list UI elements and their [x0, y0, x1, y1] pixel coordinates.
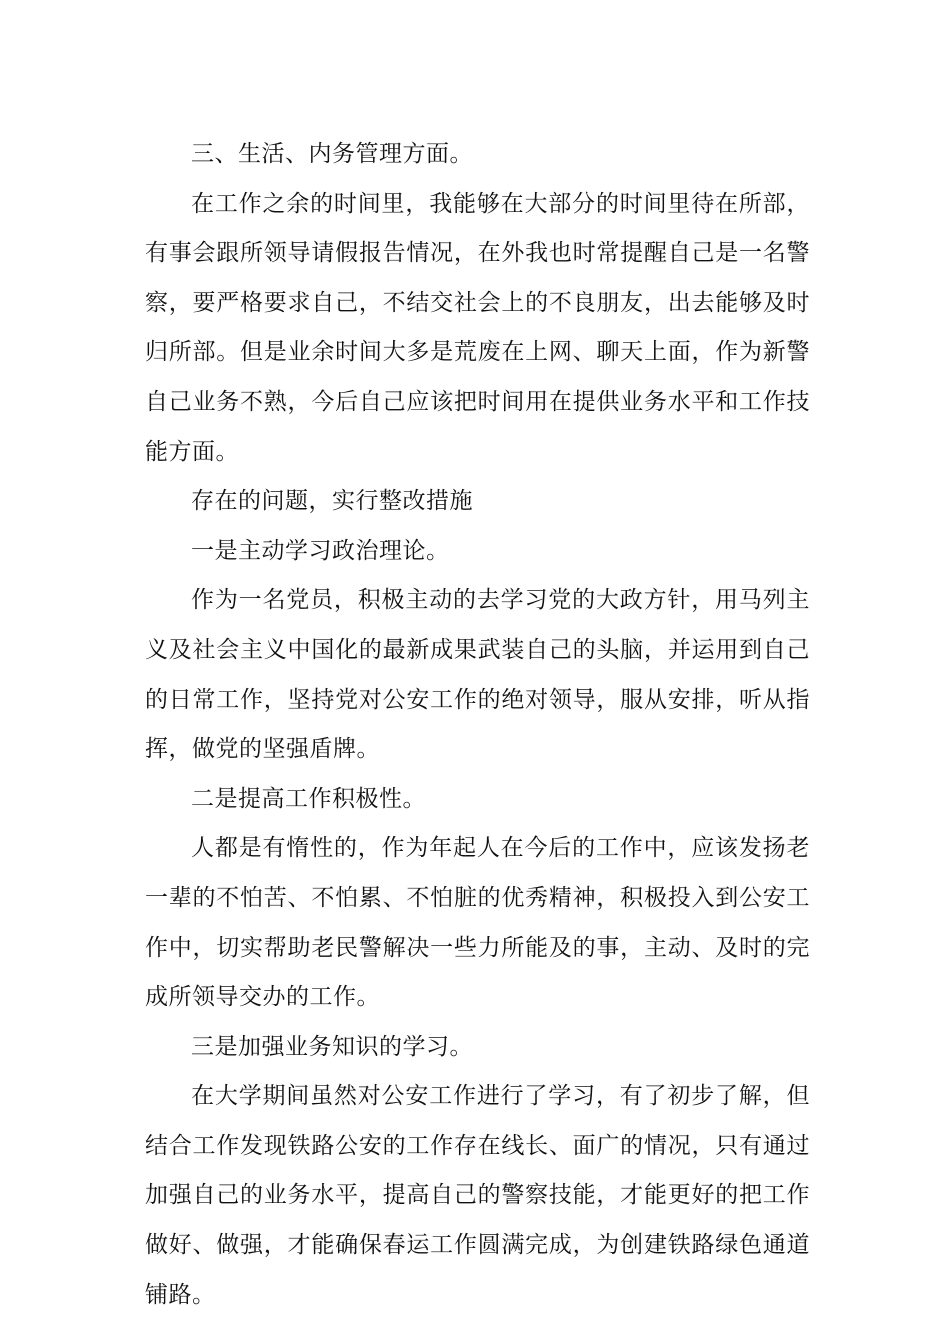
- paragraph-spare-time: 在工作之余的时间里，我能够在大部分的时间里待在所部，有事会跟所领导请假报告情况，在外我也时常提醒自己是一名警察，要严格要求自己，不结交社会上的不良朋友，出去能够及时归所部。但是业余时间大多是荒废在上网、聊天上面，作为新警自己业务不熟，今后自己应该把时间用在提供业务水平和工作技能方面。: [145, 190, 810, 465]
- measure-heading-business-knowledge: 三是加强业务知识的学习。: [191, 1033, 473, 1060]
- measure-heading-political-theory: 一是主动学习政治理论。: [191, 537, 450, 564]
- paragraph-business-knowledge: 在大学期间虽然对公安工作进行了学习，有了初步了解，但结合工作发现铁路公安的工作存在线长、面广的情况，只有通过加强自己的业务水平，提高自己的警察技能，才能更好的把工作做好、做强，才能确保春运工作圆满完成，为创建铁路绿色通道铺路。: [145, 1083, 810, 1308]
- paragraph-political-theory: 作为一名党员，积极主动的去学习党的大政方针，用马列主义及社会主义中国化的最新成果武装自己的头脑，并运用到自己的日常工作，坚持党对公安工作的绝对领导，服从安排，听从指挥，做党的坚强盾牌。: [145, 587, 810, 763]
- measure-heading-work-enthusiasm: 二是提高工作积极性。: [191, 785, 426, 812]
- section-heading-problems-measures: 存在的问题，实行整改措施: [191, 488, 473, 515]
- section-heading-life-management: 三、生活、内务管理方面。: [191, 141, 473, 167]
- document-body: [145, 130, 810, 1320]
- paragraph-work-enthusiasm: 人都是有惰性的，作为年起人在今后的工作中，应该发扬老一辈的不怕苦、不怕累、不怕脏的优秀精神，积极投入到公安工作中，切实帮助老民警解决一些力所能及的事，主动、及时的完成所领导交办的工作。: [145, 835, 810, 1011]
